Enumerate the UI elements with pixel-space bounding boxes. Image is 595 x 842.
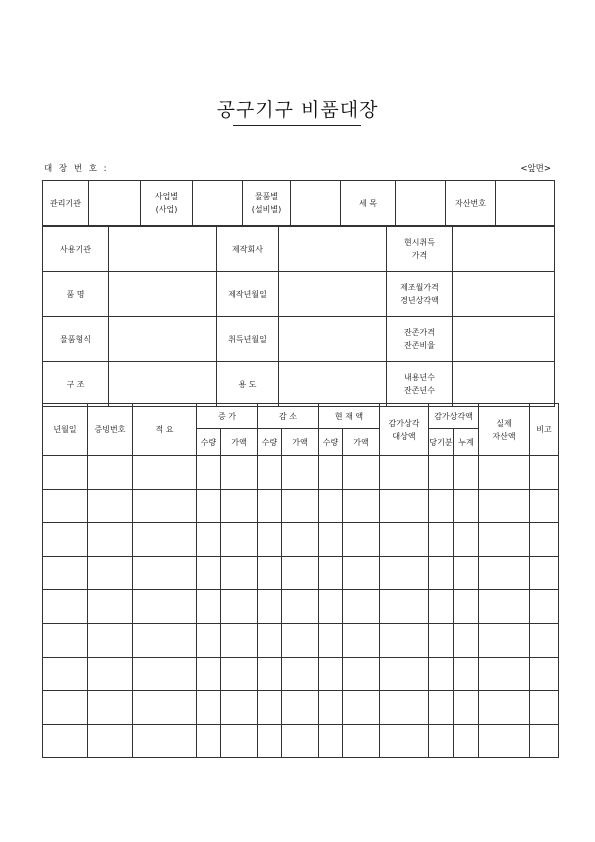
ledger-cell[interactable] <box>429 489 454 523</box>
ledger-cell[interactable] <box>133 489 197 523</box>
ledger-cell[interactable] <box>429 556 454 590</box>
ledger-cell[interactable] <box>454 657 479 691</box>
ledger-cell[interactable] <box>197 691 221 725</box>
col-actual-line2: 자산액 <box>492 431 516 441</box>
col-depr-base-header <box>380 404 429 456</box>
ledger-cell[interactable] <box>282 556 319 590</box>
ledger-table <box>42 403 559 758</box>
ledger-cell[interactable] <box>454 590 479 624</box>
item-category-label-line2: (설비별) <box>251 205 282 214</box>
ledger-cell[interactable] <box>258 489 282 523</box>
ledger-cell[interactable] <box>133 590 197 624</box>
use-org-label: 사용기관 <box>43 227 109 272</box>
ledger-cell[interactable] <box>43 456 88 490</box>
ledger-cell[interactable] <box>454 724 479 758</box>
ledger-cell[interactable] <box>88 489 133 523</box>
ledger-cell[interactable] <box>319 724 343 758</box>
ledger-row <box>43 590 559 624</box>
current-price-field[interactable] <box>453 227 555 272</box>
usage-field[interactable] <box>279 362 387 407</box>
ledger-cell[interactable] <box>319 623 343 657</box>
structure-field[interactable] <box>109 362 217 407</box>
ledger-cell[interactable] <box>88 456 133 490</box>
business-label <box>141 181 193 226</box>
ledger-cell[interactable] <box>258 691 282 725</box>
ledger-cell[interactable] <box>479 590 530 624</box>
asset-number-label: 자산번호 <box>446 181 496 226</box>
title-underline <box>233 125 361 126</box>
ledger-cell[interactable] <box>133 657 197 691</box>
ledger-cell[interactable] <box>88 724 133 758</box>
business-field[interactable] <box>193 181 243 226</box>
ledger-cell[interactable] <box>133 523 197 557</box>
ledger-cell[interactable] <box>319 523 343 557</box>
ledger-cell[interactable] <box>221 489 258 523</box>
ledger-cell[interactable] <box>221 556 258 590</box>
ledger-cell[interactable] <box>454 623 479 657</box>
ledger-cell[interactable] <box>197 657 221 691</box>
ledger-row <box>43 623 559 657</box>
ledger-cell[interactable] <box>197 523 221 557</box>
made-date-label: 제작년월일 <box>217 272 279 317</box>
spec-label: 물품형식 <box>43 317 109 362</box>
ledger-cell[interactable] <box>88 556 133 590</box>
info-table <box>42 226 555 407</box>
ledger-row <box>43 657 559 691</box>
detail-field[interactable] <box>396 181 446 226</box>
ledger-cell[interactable] <box>479 523 530 557</box>
ledger-cell[interactable] <box>343 623 380 657</box>
ledger-cell[interactable] <box>380 523 429 557</box>
ledger-cell[interactable] <box>343 691 380 725</box>
col-actual-line1: 실제 <box>496 418 512 428</box>
maker-label: 제작회사 <box>217 227 279 272</box>
decrease-amount-header: 가액 <box>282 429 319 456</box>
ledger-cell[interactable] <box>479 456 530 490</box>
ledger-cell[interactable] <box>88 523 133 557</box>
ledger-cell[interactable] <box>133 456 197 490</box>
ledger-cell[interactable] <box>343 556 380 590</box>
ledger-cell[interactable] <box>282 691 319 725</box>
ledger-cell[interactable] <box>221 590 258 624</box>
ledger-cell[interactable] <box>319 590 343 624</box>
ledger-cell[interactable] <box>43 556 88 590</box>
mfg-price-label-line2: 경년상각액 <box>400 296 439 305</box>
current-qty-header: 수량 <box>319 429 343 456</box>
maker-field[interactable] <box>279 227 387 272</box>
group-current-header: 현 재 액 <box>319 404 380 429</box>
ledger-cell[interactable] <box>88 623 133 657</box>
item-name-label: 품 명 <box>43 272 109 317</box>
ledger-cell[interactable] <box>221 523 258 557</box>
ledger-cell[interactable] <box>319 691 343 725</box>
ledger-cell[interactable] <box>197 456 221 490</box>
ledger-cell[interactable] <box>197 556 221 590</box>
ledger-row <box>43 456 559 490</box>
ledger-cell[interactable] <box>43 657 88 691</box>
ledger-cell[interactable] <box>133 724 197 758</box>
ledger-cell[interactable] <box>282 523 319 557</box>
ledger-cell[interactable] <box>530 489 559 523</box>
ledger-cell[interactable] <box>530 590 559 624</box>
depr-this-period-header: 당기분 <box>429 429 454 456</box>
ledger-cell[interactable] <box>343 523 380 557</box>
acq-date-field[interactable] <box>279 317 387 362</box>
ledger-cell[interactable] <box>429 691 454 725</box>
ledger-cell[interactable] <box>221 456 258 490</box>
ledger-cell[interactable] <box>221 657 258 691</box>
ledger-cell[interactable] <box>380 691 429 725</box>
ledger-cell[interactable] <box>197 623 221 657</box>
ledger-cell[interactable] <box>258 523 282 557</box>
ledger-cell[interactable] <box>343 657 380 691</box>
group-depr-amount-header: 감가상각액 <box>429 404 479 429</box>
ledger-cell[interactable] <box>282 623 319 657</box>
ledger-cell[interactable] <box>429 590 454 624</box>
life-label <box>387 362 453 407</box>
ledger-cell[interactable] <box>43 523 88 557</box>
decrease-qty-header: 수량 <box>258 429 282 456</box>
ledger-row <box>43 556 559 590</box>
life-label-line1: 내용년수 <box>404 373 435 382</box>
current-amount-header: 가액 <box>343 429 380 456</box>
ledger-cell[interactable] <box>380 556 429 590</box>
ledger-cell[interactable] <box>282 456 319 490</box>
ledger-cell[interactable] <box>479 724 530 758</box>
ledger-cell[interactable] <box>43 724 88 758</box>
ledger-cell[interactable] <box>258 456 282 490</box>
item-name-field[interactable] <box>109 272 217 317</box>
increase-amount-header: 가액 <box>221 429 258 456</box>
mgmt-org-label: 관리기관 <box>43 181 89 226</box>
form-title: 공구기구 비품대장 <box>216 99 379 121</box>
ledger-cell[interactable] <box>43 691 88 725</box>
ledger-cell[interactable] <box>319 556 343 590</box>
ledger-cell[interactable] <box>319 657 343 691</box>
ledger-cell[interactable] <box>221 691 258 725</box>
ledger-cell[interactable] <box>133 556 197 590</box>
depr-cumulative-header: 누계 <box>454 429 479 456</box>
page-side-label: <앞면> <box>520 164 551 174</box>
ledger-cell[interactable] <box>429 623 454 657</box>
ledger-cell[interactable] <box>530 724 559 758</box>
mgmt-org-field[interactable] <box>89 181 141 226</box>
ledger-cell[interactable] <box>258 556 282 590</box>
ledger-cell[interactable] <box>258 623 282 657</box>
ledger-cell[interactable] <box>530 556 559 590</box>
ledger-cell[interactable] <box>43 623 88 657</box>
ledger-cell[interactable] <box>380 623 429 657</box>
ledger-cell[interactable] <box>258 657 282 691</box>
increase-qty-header: 수량 <box>197 429 221 456</box>
item-category-field[interactable] <box>291 181 341 226</box>
ledger-cell[interactable] <box>479 691 530 725</box>
ledger-cell[interactable] <box>530 623 559 657</box>
ledger-cell[interactable] <box>197 489 221 523</box>
ledger-cell[interactable] <box>88 657 133 691</box>
detail-label: 세 목 <box>341 181 396 226</box>
ledger-cell[interactable] <box>197 590 221 624</box>
col-depr-base-line2: 대상액 <box>392 431 416 441</box>
ledger-cell[interactable] <box>43 489 88 523</box>
ledger-cell[interactable] <box>454 556 479 590</box>
ledger-cell[interactable] <box>319 489 343 523</box>
ledger-cell[interactable] <box>282 724 319 758</box>
col-summary-header: 적 요 <box>133 404 197 456</box>
residual-label-line1: 잔존가격 <box>404 328 435 337</box>
ledger-cell[interactable] <box>221 623 258 657</box>
ledger-cell[interactable] <box>133 623 197 657</box>
ledger-cell[interactable] <box>380 724 429 758</box>
ledger-cell[interactable] <box>380 590 429 624</box>
ledger-cell[interactable] <box>429 456 454 490</box>
ledger-cell[interactable] <box>429 523 454 557</box>
ledger-cell[interactable] <box>221 724 258 758</box>
ledger-cell[interactable] <box>454 456 479 490</box>
life-field[interactable] <box>453 362 555 407</box>
ledger-cell[interactable] <box>530 691 559 725</box>
residual-label <box>387 317 453 362</box>
ledger-cell[interactable] <box>258 590 282 624</box>
ledger-cell[interactable] <box>479 623 530 657</box>
ledger-row <box>43 724 559 758</box>
ledger-cell[interactable] <box>343 456 380 490</box>
ledger-cell[interactable] <box>454 691 479 725</box>
item-category-label <box>243 181 291 226</box>
ledger-cell[interactable] <box>343 489 380 523</box>
ledger-cell[interactable] <box>43 590 88 624</box>
ledger-cell[interactable] <box>88 691 133 725</box>
ledger-cell[interactable] <box>454 489 479 523</box>
col-depr-base-line1: 감가상각 <box>388 418 420 428</box>
residual-label-line2: 잔존비율 <box>404 341 435 350</box>
ledger-cell[interactable] <box>282 657 319 691</box>
current-price-label-line1: 현시취득 <box>404 238 435 247</box>
ledger-cell[interactable] <box>133 691 197 725</box>
structure-label: 구 조 <box>43 362 109 407</box>
col-actual-header <box>479 404 530 456</box>
ledger-cell[interactable] <box>343 590 380 624</box>
ledger-cell[interactable] <box>380 657 429 691</box>
ledger-cell[interactable] <box>258 724 282 758</box>
header-row-table <box>42 180 555 226</box>
business-label-line2: (사업) <box>155 205 178 214</box>
ledger-cell[interactable] <box>530 523 559 557</box>
spec-field[interactable] <box>109 317 217 362</box>
ledger-cell[interactable] <box>380 489 429 523</box>
current-price-label-line2: 가격 <box>411 251 428 260</box>
ledger-cell[interactable] <box>479 657 530 691</box>
col-voucher-header: 증빙번호 <box>88 404 133 456</box>
ledger-cell[interactable] <box>319 456 343 490</box>
mfg-price-field[interactable] <box>453 272 555 317</box>
ledger-cell[interactable] <box>282 590 319 624</box>
group-increase-header: 증 가 <box>197 404 258 429</box>
usage-label: 용 도 <box>217 362 279 407</box>
life-label-line2: 잔존년수 <box>404 386 435 395</box>
asset-number-field[interactable] <box>496 181 555 226</box>
made-date-field[interactable] <box>279 272 387 317</box>
ledger-cell[interactable] <box>380 456 429 490</box>
acq-date-label: 취득년월일 <box>217 317 279 362</box>
residual-field[interactable] <box>453 317 555 362</box>
ledger-row <box>43 489 559 523</box>
ledger-cell[interactable] <box>88 590 133 624</box>
ledger-number-label: 대 장 번 호 : <box>44 164 109 174</box>
item-category-label-line1: 물품별 <box>254 192 279 201</box>
ledger-cell[interactable] <box>479 556 530 590</box>
ledger-row <box>43 523 559 557</box>
mfg-price-label-line1: 제조월가격 <box>400 283 439 292</box>
ledger-row <box>43 691 559 725</box>
use-org-field[interactable] <box>109 227 217 272</box>
current-price-label <box>387 227 453 272</box>
mfg-price-label <box>387 272 453 317</box>
ledger-cell[interactable] <box>429 724 454 758</box>
business-label-line1: 사업별 <box>154 192 179 201</box>
col-remarks-header: 비고 <box>530 404 559 456</box>
ledger-cell[interactable] <box>479 489 530 523</box>
ledger-cell[interactable] <box>530 456 559 490</box>
ledger-cell[interactable] <box>197 724 221 758</box>
ledger-cell[interactable] <box>343 724 380 758</box>
group-decrease-header: 감 소 <box>258 404 319 429</box>
col-date-header: 년월일 <box>43 404 88 456</box>
ledger-cell[interactable] <box>429 657 454 691</box>
ledger-cell[interactable] <box>282 489 319 523</box>
ledger-cell[interactable] <box>454 523 479 557</box>
ledger-cell[interactable] <box>530 657 559 691</box>
